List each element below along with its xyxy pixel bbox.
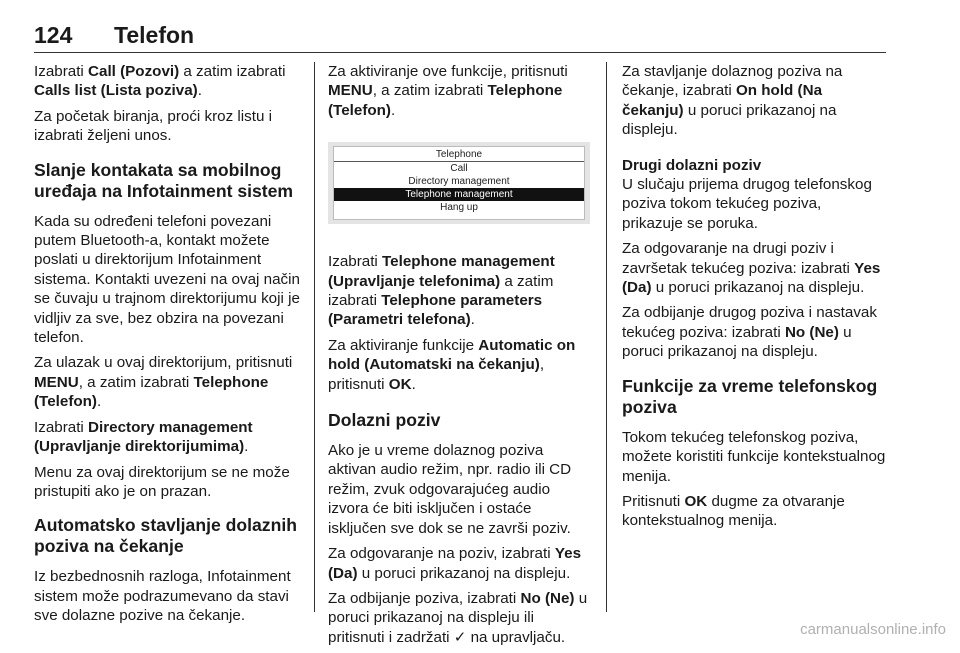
page-title: Telefon xyxy=(114,22,195,48)
paragraph: Za odgovaranje na drugi poziv i završetak tekućeg poziva: izabrati Yes (Da) u poruci prikazanoj na displeju. xyxy=(622,240,881,297)
page-header xyxy=(34,22,886,53)
paragraph: Drugi dolazni poziv U slučaju prijema drugog telefonskog poziva tokom tekućeg poziva, prikazuje se poruka. xyxy=(622,156,872,232)
paragraph: Ako je u vreme dolaznog poziva aktivan audio režim, npr. radio ili CD režim, zvuk odgovarajućeg audio izvora će biti isključen i ostaće isključen sve dok se ne završi poziv. xyxy=(328,442,572,537)
menu-title: Telephone xyxy=(334,147,584,162)
paragraph: Za aktiviranje funkcije Automatic on hold (Automatski na čekanju), pritisnuti OK. xyxy=(328,336,576,393)
checkmark-icon: ✓ xyxy=(453,628,467,646)
paragraph: Kada su određeni telefoni povezani putem Bluetooth-a, kontakt možete poslati u direktorijum Infotainment sistema. Kontakti uvezeni na ovaj način se čuvaju u trajnom direktorijumu koji je vidljiv za sve, bez obzira na povezani telefon. xyxy=(34,212,300,347)
section-heading: Funkcije za vreme telefonskog poziva xyxy=(622,375,878,417)
column-2 xyxy=(328,62,590,653)
section-heading: Slanje kontakata sa mobilnog uređaja na Infotainment sistem xyxy=(34,159,294,201)
section-heading: Dolazni poziv xyxy=(328,410,441,431)
paragraph: Izabrati Telephone management (Upravljanje telefonima) a zatim izabrati Telephone parameters (Parametri telefona). xyxy=(328,253,555,329)
paragraph: Menu za ovaj direktorijum se ne može pristupiti ako je on prazan. xyxy=(34,463,290,500)
display-panel xyxy=(333,146,585,220)
menu-item-directory-management: Directory management xyxy=(408,176,510,188)
paragraph: Tokom tekućeg telefonskog poziva, možete koristiti funkcije kontekstualnog menija. xyxy=(622,428,886,485)
paragraph: Za odbijanje drugog poziva i nastavak tekućeg poziva: izabrati No (Ne) u poruci prikazanoj na displeju. xyxy=(622,304,877,361)
watermark: carmanualsonline.info xyxy=(800,621,946,638)
paragraph: Izabrati Call (Pozovi) a zatim izabrati Calls list (Lista poziva). xyxy=(34,63,286,100)
menu-item-telephone-management: Telephone management xyxy=(334,188,584,201)
column-1 xyxy=(34,62,300,632)
section-heading: Automatsko stavljanje dolaznih poziva na čekanje xyxy=(34,515,297,557)
paragraph: Za odbijanje poziva, izabrati No (Ne) u poruci prikazanoj na displeju ili pritisnuti i zadržati ✓ na upravljaču. xyxy=(328,589,588,646)
telephone-menu-screenshot xyxy=(328,142,590,224)
page-number: 124 xyxy=(34,22,73,48)
paragraph: Izabrati Directory management (Upravljanje direktorijumima). xyxy=(34,418,253,456)
menu-item-hang-up: Hang up xyxy=(440,202,478,214)
column-3 xyxy=(622,62,886,537)
paragraph: Za stavljanje dolaznog poziva na čekanje, izabrati On hold (Na čekanju) u poruci prikazanoj na displeju. xyxy=(622,63,843,139)
column-divider xyxy=(314,62,315,612)
paragraph: Za ulazak u ovaj direktorijum, pritisnuti MENU, a zatim izabrati Telephone (Telefon). xyxy=(34,354,293,411)
subheading: Drugi dolazni poziv xyxy=(622,156,762,174)
menu-item-call: Call xyxy=(450,163,468,175)
paragraph: Iz bezbednosnih razloga, Infotainment sistem može podrazumevano da stavi sve dolazne pozive na čekanje. xyxy=(34,568,291,625)
column-divider xyxy=(606,62,607,612)
paragraph: Za aktiviranje ove funkcije, pritisnuti MENU, a zatim izabrati Telephone (Telefon). xyxy=(328,63,568,119)
paragraph: Za odgovaranje na poziv, izabrati Yes (Da) u poruci prikazanoj na displeju. xyxy=(328,545,582,582)
paragraph: Za početak biranja, proći kroz listu i izabrati željeni unos. xyxy=(34,107,273,145)
paragraph: Pritisnuti OK dugme za otvaranje kontekstualnog menija. xyxy=(622,492,845,530)
